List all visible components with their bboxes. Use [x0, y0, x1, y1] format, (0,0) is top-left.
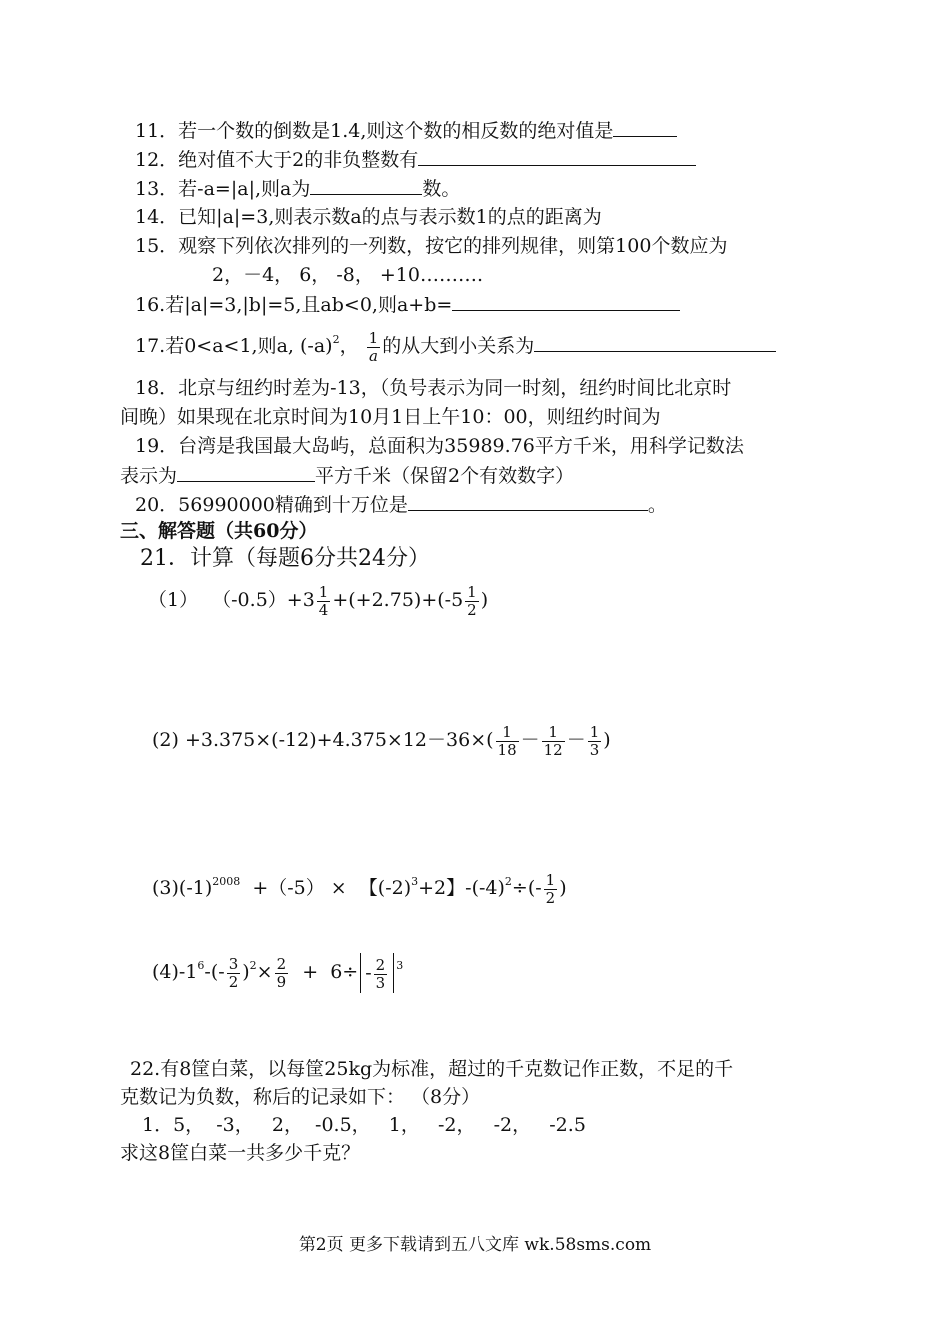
calc4-sup-1: 6 — [197, 959, 205, 972]
page-footer: 第2页 更多下载请到五八文库 wk.58sms.com — [298, 1235, 652, 1255]
calc2-op-1: － — [520, 729, 540, 751]
q17-post: 的从大到小关系为 — [382, 335, 535, 357]
q19-line-2-post: 平方千米（保留2个有效数字） — [315, 465, 575, 487]
calc4-frac-2-num: 2 — [276, 954, 287, 973]
calc3-sup-2: 3 — [411, 875, 419, 888]
q19-line-2-pre: 表示为 — [120, 465, 178, 487]
calc4-absolute-value — [360, 953, 394, 993]
calc3-frac — [544, 872, 558, 907]
q18-line-2: 间晚）如果现在北京时间为10月1日上午10：00，则纽约时间为 — [120, 406, 661, 428]
q17-pre: 17.若0<a<1,则a, (-a) — [135, 335, 333, 357]
calc1-term-2: +(+2.75)+(-5 — [332, 589, 464, 611]
calc2-frac-2-num: 1 — [542, 724, 565, 742]
calc4-frac-2-den: 9 — [276, 972, 287, 991]
calc4-mid-3: + 6÷ — [290, 961, 359, 983]
calc4-frac-1-den: 2 — [228, 972, 239, 991]
calc3-mid-3: ÷(- — [511, 877, 542, 899]
calc1-frac-1-den: 4 — [318, 600, 329, 619]
q22-data: 1．5， -3， 2， -0.5， 1， -2， -2， -2.5 — [142, 1114, 586, 1136]
calc1-frac-1-num: 1 — [318, 582, 329, 601]
q12-text: 12．绝对值不大于2的非负整数有 — [135, 149, 419, 171]
calc1-frac-2-den: 2 — [467, 600, 477, 619]
calc4-pre: (4)-1 — [152, 961, 198, 983]
calc1-frac-2-num: 1 — [467, 582, 477, 601]
calc2-frac-1-num: 1 — [496, 724, 519, 742]
calc2-frac-2 — [542, 724, 565, 759]
calc3-frac-den: 2 — [545, 888, 556, 907]
calc4-frac-3-den: 3 — [375, 973, 386, 992]
q11-text: 11．若一个数的倒数是1.4,则这个数的相反数的绝对值是 — [135, 120, 614, 142]
q17-frac-den: a — [368, 346, 378, 365]
calc1-term-1: （-0.5）+3 — [212, 589, 315, 611]
q17-comma: ， — [339, 335, 359, 357]
question-15 — [135, 234, 727, 258]
calc3-sup-3: 2 — [504, 875, 512, 888]
q17-answer-blank[interactable] — [534, 333, 776, 352]
q17-sup: 2 — [332, 333, 340, 346]
calc2-frac-3-num: 1 — [589, 722, 600, 741]
section-3-title: 三、解答题（共60分） — [120, 520, 318, 542]
calc-1 — [148, 580, 488, 620]
calc2-frac-3-den: 3 — [589, 740, 600, 759]
question-20 — [135, 492, 667, 517]
q15-text: 15．观察下列依次排列的一列数，按它的排列规律，则第100个数应为 — [135, 235, 728, 257]
calc1-term-3: ) — [480, 589, 489, 611]
q19-line-2 — [120, 463, 574, 488]
calc4-frac-1-num: 3 — [228, 954, 239, 973]
calc4-frac-3-num: 2 — [375, 955, 386, 974]
q20-text: 20．56990000精确到十万位是 — [135, 494, 408, 516]
q18-line-1: 18．北京与纽约时差为-13，（负号表示为同一时刻，纽约时间比北京时 — [135, 377, 732, 399]
calc1-frac-2 — [465, 584, 479, 619]
q22-line-2: 克数记为负数，称后的记录如下： （8分） — [120, 1086, 481, 1108]
q15-sequence: 2，－4， 6， -8， +10………. — [212, 264, 484, 286]
calc-2 — [152, 720, 611, 760]
calc2-op-2: － — [566, 729, 586, 751]
q19-line-1: 19．台湾是我国最大岛屿，总面积为35989.76平方千米，用科学记数法 — [135, 435, 744, 457]
calc3-frac-num: 1 — [545, 870, 556, 889]
calc4-sup-3: 3 — [396, 959, 404, 972]
q19-answer-blank[interactable] — [177, 463, 315, 482]
calc4-times: × — [256, 961, 273, 983]
calc2-close: ) — [603, 729, 611, 751]
calc-3 — [152, 862, 567, 908]
calc3-close: ) — [559, 877, 567, 899]
q13-answer-blank[interactable] — [310, 176, 422, 195]
calc2-frac-1 — [496, 724, 519, 759]
q13-text: 13．若-a=|a|,则a为 — [135, 178, 311, 200]
calc4-mid: -(- — [204, 961, 225, 983]
q16-text: 16.若|a|=3,|b|=5,且ab<0,则a+b= — [135, 294, 453, 316]
question-16 — [135, 292, 680, 317]
q21-title: 21．计算（每题6分共24分） — [140, 546, 430, 571]
question-12 — [135, 147, 696, 172]
q17-fraction — [367, 330, 381, 365]
q20-tail: 。 — [647, 494, 667, 516]
question-11 — [135, 118, 677, 143]
calc2-frac-1-den: 18 — [497, 740, 517, 759]
calc2-text: (2) +3.375×(-12)+4.375×12－36×( — [152, 729, 494, 751]
calc2-frac-2-den: 12 — [543, 740, 563, 759]
q14-text: 14．已知|a|=3,则表示数a的点与表示数1的点的距离为 — [135, 206, 602, 228]
q22-line-1: 22.有8筐白菜，以每筐25kg为标准，超过的千克数记作正数，不足的千 — [130, 1058, 734, 1080]
question-13 — [135, 176, 460, 201]
question-14 — [135, 205, 602, 229]
calc3-pre: (3)(-1) — [152, 877, 213, 899]
calc4-abs-sign: - — [365, 962, 372, 984]
calc1-frac-1 — [317, 584, 331, 619]
calc4-sup-2: 2 — [249, 959, 257, 972]
calc3-sup-1: 2008 — [212, 875, 241, 888]
q20-answer-blank[interactable] — [408, 492, 648, 511]
q13-tail: 数。 — [422, 178, 461, 200]
calc-4 — [152, 946, 403, 993]
q22-question: 求这8筐白菜一共多少千克？ — [120, 1142, 361, 1164]
question-17 — [135, 322, 776, 365]
q12-answer-blank[interactable] — [418, 147, 696, 166]
calc4-frac-1 — [227, 956, 241, 991]
calc1-label: （1） — [148, 589, 199, 611]
calc4-frac-2 — [275, 956, 289, 991]
calc3-mid: +（-5） × 【(-2) — [240, 877, 412, 899]
q17-frac-num: 1 — [368, 328, 379, 347]
calc4-mid-2: ) — [242, 961, 250, 983]
calc4-frac-3 — [374, 957, 388, 992]
q11-answer-blank[interactable] — [613, 118, 677, 137]
calc3-mid-2: +2】-(-4) — [418, 877, 505, 899]
calc2-frac-3 — [588, 724, 602, 759]
q16-answer-blank[interactable] — [452, 292, 680, 311]
